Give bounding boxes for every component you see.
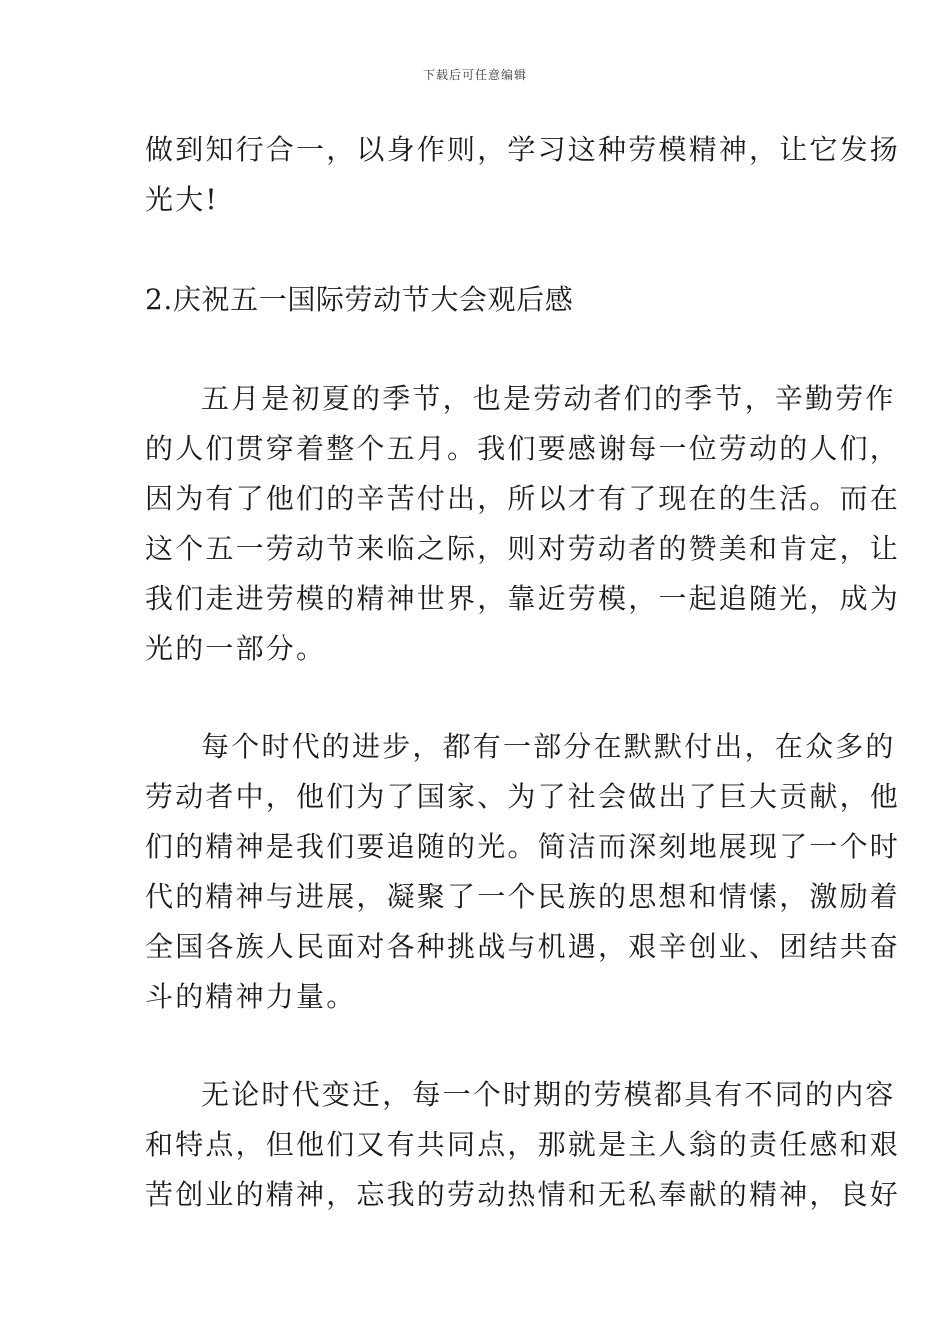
paragraph-line: 苦创业的精神，忘我的劳动热情和无私奉献的精神，良好 — [145, 1178, 901, 1211]
paragraph-line: 这个五一劳动节来临之际，则对劳动者的赞美和肯定，让 — [145, 532, 901, 565]
paragraph-line: 劳动者中，他们为了国家、为了社会做出了巨大贡献，他 — [145, 780, 901, 813]
paragraph-line: 因为有了他们的辛苦付出，所以才有了现在的生活。而在 — [145, 482, 901, 515]
paragraph-line: 的人们贯穿着整个五月。我们要感谢每一位劳动的人们， — [145, 432, 901, 465]
paragraph-line: 我们走进劳模的精神世界，靠近劳模，一起追随光，成为 — [145, 582, 901, 615]
paragraph-line: 每个时代的进步，都有一部分在默默付出，在众多的 — [201, 730, 896, 763]
section-title: 2.庆祝五一国际劳动节大会观后感 — [145, 283, 574, 316]
intro-line: 做到知行合一，以身作则，学习这种劳模精神，让它发扬 — [145, 133, 901, 166]
paragraph-line: 们的精神是我们要追随的光。简洁而深刻地展现了一个时 — [145, 830, 901, 863]
paragraph-line: 无论时代变迁，每一个时期的劳模都具有不同的内容 — [201, 1078, 896, 1111]
paragraph-line: 代的精神与进展，凝聚了一个民族的思想和情愫，激励着 — [145, 880, 901, 913]
paragraph-line: 光的一部分。 — [145, 632, 327, 665]
intro-line: 光大! — [145, 183, 219, 216]
paragraph-line: 和特点，但他们又有共同点，那就是主人翁的责任感和艰 — [145, 1128, 901, 1161]
header-note: 下载后可任意编辑 — [422, 68, 527, 82]
paragraph-line: 全国各族人民面对各种挑战与机遇，艰辛创业、团结共奋 — [145, 930, 901, 963]
paragraph-line: 五月是初夏的季节，也是劳动者们的季节，辛勤劳作 — [201, 382, 896, 415]
paragraph-line: 斗的精神力量。 — [145, 980, 357, 1013]
